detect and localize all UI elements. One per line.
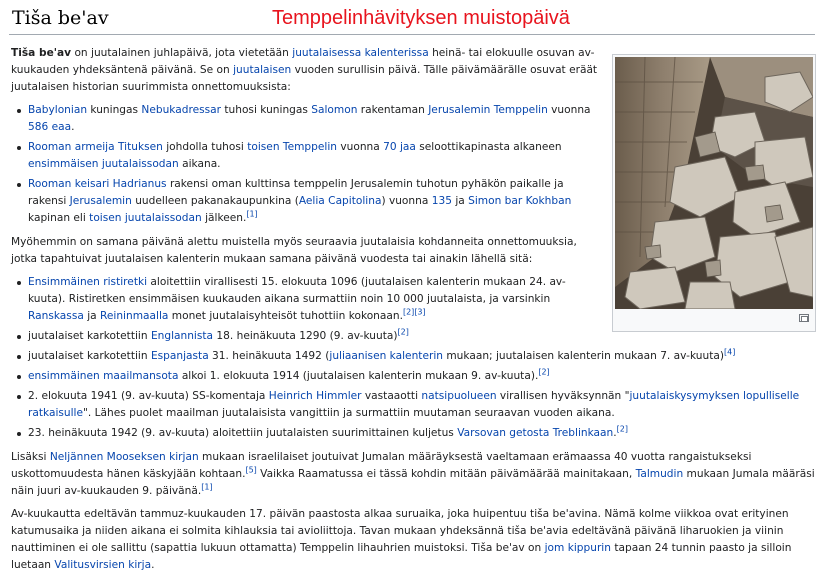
link-135[interactable]: 135 — [431, 195, 452, 207]
link-nebukadressar[interactable]: Nebukadressar — [141, 104, 221, 116]
link-rooman-keisari[interactable]: Rooman keisari — [28, 178, 110, 190]
link-586-eaa[interactable]: 586 eaa — [28, 121, 72, 133]
reference-link[interactable]: [3] — [414, 307, 426, 317]
link-aelia-capitolina[interactable]: Aelia Capitolina — [298, 195, 382, 207]
reference-link[interactable]: [2] — [616, 424, 628, 434]
link-toinen-temppeli[interactable]: toisen Temppelin — [247, 141, 337, 153]
link-heinrich-himmler[interactable]: Heinrich Himmler — [268, 390, 362, 402]
link-ranska[interactable]: Ranskassa — [28, 310, 84, 322]
link-babylonia[interactable]: Babylonian — [28, 104, 88, 116]
reference-link[interactable]: [5] — [245, 465, 257, 475]
list-item: Ensimmäinen ristiretki aloitettiin virallisesti 15. elokuuta 1096 (juutalaisen kalenterin mukaan 24. av-kuuta). Ristiretken ensimmäisen kuukauden aikana surmattiin noin 10 000 juutalaista, ja varsinkin Ranskassa ja Reininmaalla monet juutalaisyhteisöt tuhottiin kokonaan.[2][3] — [28, 274, 816, 325]
link-jerusalemin-temppeli[interactable]: Jerusalemin Temppelin — [428, 104, 548, 116]
list-item: juutalaiset karkotettiin Espanjasta 31. heinäkuuta 1492 (juliaanisen kalenterin mukaan; juutalaisen kalenterin mukaan 7. av-kuuta)[4] — [28, 348, 816, 365]
link-talmud[interactable]: Talmudin — [635, 468, 684, 480]
link-jerusalem[interactable]: Jerusalemin — [69, 195, 132, 207]
intro-term: Tiša be'av — [11, 47, 72, 59]
reference-link[interactable]: [1] — [246, 209, 258, 219]
list-item: Rooman armeija Tituksen johdolla tuhosi toisen Temppelin vuonna 70 jaa seloottikapinasta alkaneen ensimmäisen juutalaissodan aikana. — [28, 139, 816, 173]
link-ensimmainen-juutalaissota[interactable]: ensimmäisen juutalaissodan — [28, 158, 179, 170]
link-juliaaninen-kalenteri[interactable]: juliaanisen kalenterin — [329, 350, 443, 362]
title-divider — [9, 34, 815, 35]
paragraph-mourning-period: Av-kuukautta edeltävän tammuz-kuukauden 17. päivän paastosta alkaa suruaika, joka huipentuu tiša be'avina. Nämä kolme viikkoa ovat erityinen katumusaika ja niiden aikana ei solmita kihlauksia tai avioliittoja. Tavan mukaan yhdeksännä tiša be'avia edeltävänä päivänä liharuokien ja viinin nauttiminen ei ole sallittu (sapattia lukuun ottamatta) Temppelin lihauhrien muistoksi. Tiša be'av on jom kippurin tapaan 24 tunnin paasto ja silloin luetaan Valitusvirsien kirja. — [11, 508, 792, 571]
link-natsipuolue[interactable]: natsipuolueen — [421, 390, 497, 402]
page-title: Tiša be'av — [12, 7, 109, 29]
link-valitusvirsien-kirja[interactable]: Valitusvirsien kirja — [54, 559, 152, 571]
link-titus[interactable]: Tituksen — [118, 141, 163, 153]
link-ensimmainen-maailmansota[interactable]: ensimmäinen maailmansota — [28, 370, 179, 382]
link-salomo[interactable]: Salomon — [311, 104, 358, 116]
link-toinen-juutalaissota[interactable]: toisen juutalaissodan — [89, 212, 202, 224]
link-70-jaa[interactable]: 70 jaa — [383, 141, 416, 153]
link-ensimmainen-ristiretki[interactable]: Ensimmäinen ristiretki — [28, 276, 148, 288]
paragraph-wilderness: Lisäksi Neljännen Mooseksen kirjan mukaan israelilaiset joutuivat Jumalan määräyksestä vaeltamaan erämaassa 40 vuotta rangaistukseksi uskottomuudesta hänen käskyjään kohtaan.[5] Vaikka Raamatussa ei tässä kohdin mitään päivämäärää mainitakaan, Talmudin mukaan Jumala määräsi näin juuri av-kuukauden 9. päivänä.[1] — [11, 451, 815, 497]
list-item: Rooman keisari Hadrianus rakensi oman kulttinsa temppelin Jerusalemin tuhotun pyhäkön paikalle ja rakensi Jerusalemin uudelleen pakanakaupunkina (Aelia Capitolina) vuonna 135 ja Simon bar Kokhban kapinan eli toisen juutalaissodan jälkeen.[1] — [28, 176, 816, 227]
paragraph-later-events: Myöhemmin on samana päivänä alettu muistella myös seuraavia juutalaisia kohdanneita onnettomuuksia, jotka tapahtuivat juutalaisen kalenterin mukaan samana päivänä vuodesta tai ainakin lähellä sitä: — [11, 236, 577, 265]
list-item: Babylonian kuningas Nebukadressar tuhosi kuningas Salomon rakentaman Jerusalemin Temppelin vuonna 586 eaa. — [28, 102, 816, 136]
intro-paragraph: Tiša be'av on juutalainen juhlapäivä, jota vietetään juutalaisessa kalenterissa heinä- tai elokuulle osuvan av-kuukauden yhdeksäntenä päivänä. Se on juutalaisen vuoden surullisin päivä. Tälle päivämäärälle osuvat eräät juutalaisen historian suurimmista onnettomuuksista: — [11, 47, 598, 93]
reference-link[interactable]: [1] — [201, 482, 213, 492]
reference-link[interactable]: [2] — [402, 307, 415, 317]
link-hadrianus[interactable]: Hadrianus — [112, 178, 167, 190]
link-juutalainen-kalenteri[interactable]: juutalaisessa kalenterissa — [292, 47, 429, 59]
catastrophe-list — [11, 102, 816, 227]
link-jom-kippur[interactable]: jom kippurin — [544, 542, 611, 554]
page-banner: Temppelinhävityksen muistopäivä — [272, 7, 570, 29]
link-treblinka[interactable]: Treblinkaan — [552, 427, 614, 439]
link-simon-bar-kokhba[interactable]: Simon bar Kokhban — [468, 195, 572, 207]
reference-link[interactable]: [2] — [538, 367, 550, 377]
link-espanja[interactable]: Espanjasta — [150, 350, 209, 362]
link-neljas-mooseksen-kirja[interactable]: Neljännen Mooseksen kirjan — [49, 451, 199, 463]
link-reininmaa[interactable]: Reininmaalla — [100, 310, 169, 322]
list-item: ensimmäinen maailmansota alkoi 1. elokuuta 1914 (juutalaisen kalenterin mukaan 9. av-kuuta).[2] — [28, 368, 816, 385]
reference-link[interactable]: [4] — [724, 347, 736, 357]
link-juutalainen[interactable]: juutalaisen — [233, 64, 292, 76]
later-events-list — [11, 274, 816, 442]
list-item: 2. elokuuta 1941 (9. av-kuuta) SS-komentaja Heinrich Himmler vastaaotti natsipuolueen virallisen hyväksynnän "juutalaiskysymyksen lopulliselle ratkaisulle". Lähes puolet maailman juutalaisista vangittiin ja surmattiin muutaman seuraavan vuoden aikana. — [28, 388, 816, 422]
reference-link[interactable]: [2] — [397, 327, 409, 337]
link-englanti[interactable]: Englannista — [150, 330, 214, 342]
list-item: 23. heinäkuuta 1942 (9. av-kuuta) aloitettiin juutalaisten suurimittainen kuljetus Varsovan getosta Treblinkaan.[2] — [28, 425, 816, 442]
link-rooman-armeija[interactable]: Rooman armeija — [28, 141, 115, 153]
list-item: juutalaiset karkotettiin Englannista 18. heinäkuuta 1290 (9. av-kuuta)[2] — [28, 328, 816, 345]
link-lopullinen-ratkaisu[interactable]: juutalaiskysymyksen lopulliselle ratkaisulle — [28, 390, 800, 419]
link-varsovan-getto[interactable]: Varsovan getosta — [457, 427, 550, 439]
article-body — [11, 45, 816, 580]
